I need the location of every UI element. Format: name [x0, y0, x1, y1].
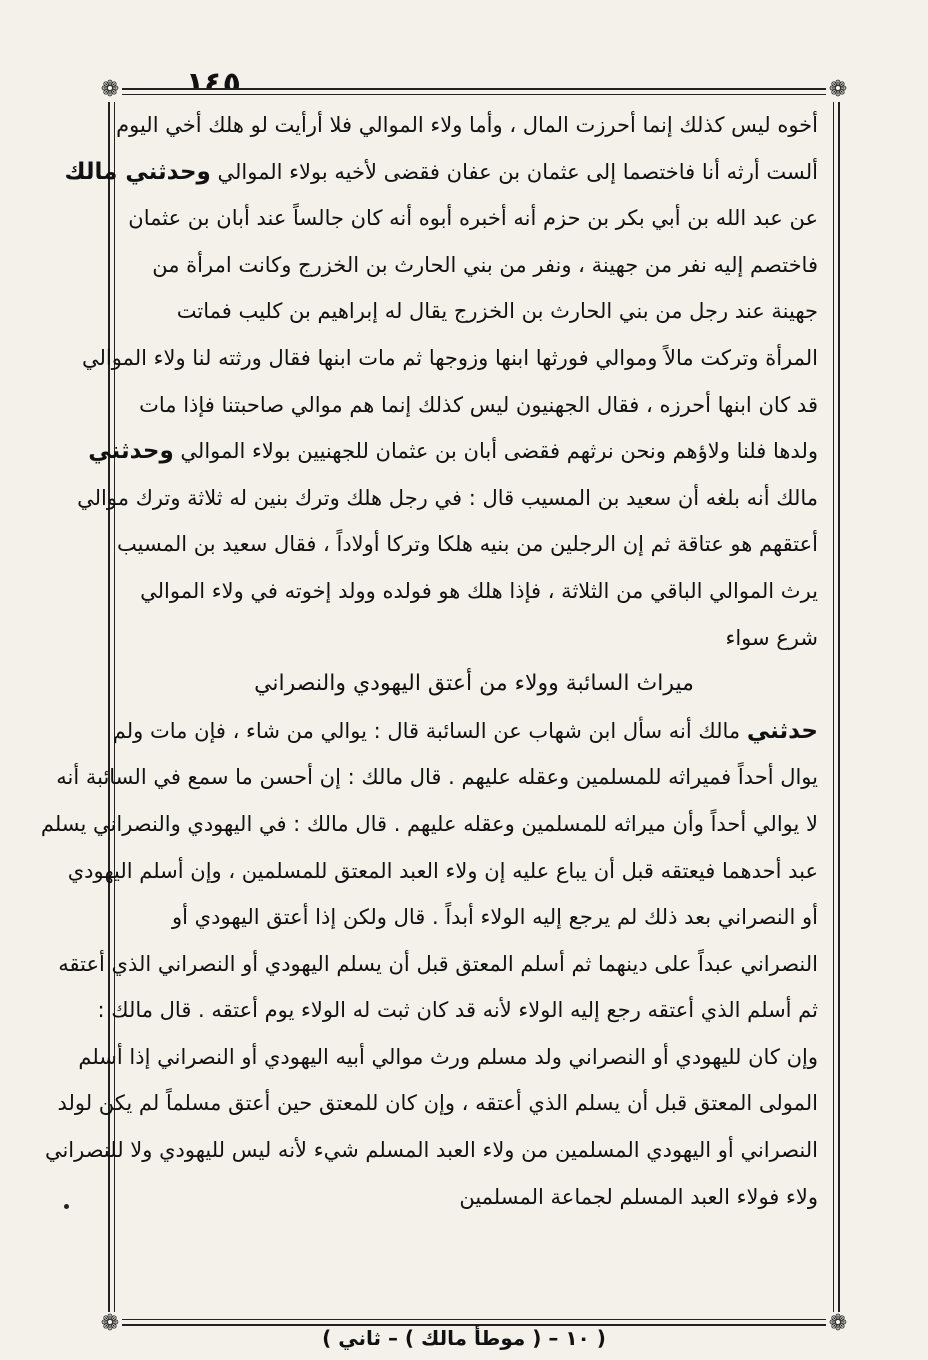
text-line — [88, 428, 818, 475]
text-line: فاختصم إليه نفر من جهينة ، ونفر من بني الحارث بن الخزرج وكانت امرأة من — [152, 252, 818, 277]
text-line: يرث الموالي الباقي من الثلاثة ، فإذا هلك هو فولده وولد إخوته في ولاء الموالي — [140, 578, 818, 603]
corner-ornament-icon: ❁ — [826, 1312, 850, 1336]
text-line — [64, 149, 818, 196]
text-segment: مالك أنه سأل ابن شهاب عن السائبة قال : يوالي من شاء ، فإن مات ولم — [112, 718, 741, 743]
lead-word: وحدثني — [88, 438, 174, 465]
text-line: لا يوالي أحداً وأن ميراثه للمسلمين وعقله عليهم . قال مالك : في اليهودي والنصراني يسلم — [40, 811, 818, 836]
text-line: المرأة وتركت مالاً وموالي فورثها ابنها وزوجها ثم مات ابنها فقال ورثته لنا ولاء الموالي — [81, 345, 818, 370]
text-line: عن عبد الله بن أبي بكر بن حزم أنه أخبره أبوه أنه كان جالساً عند أبان بن عثمان — [128, 206, 818, 231]
text-line: يوال أحداً فميراثه للمسلمين وعقله عليهم . قال مالك : إن أحسن ما سمع في السائبة أنه — [56, 765, 818, 790]
corner-ornament-icon: ❁ — [98, 78, 122, 102]
lead-word: وحدثني مالك — [64, 158, 211, 185]
text-segment: ولدها فلنا ولاؤهم ونحن نرثهم فقضى أبان بن عثمان للجهنيين بولاء الموالي — [180, 439, 818, 464]
page-number: ١٤٥ — [186, 66, 241, 101]
text-line: المولى المعتق قبل أن يسلم الذي أعتقه ، وإن كان للمعتق حين أعتق مسلماً لم يكن لولد — [57, 1091, 818, 1116]
text-line: النصراني أو اليهودي المسلمين من ولاء العبد المسلم شيء لأنه ليس لليهودي ولا للنصراني — [44, 1138, 818, 1163]
text-line: ثم أسلم الذي أعتقه رجع إليه الولاء لأنه قد كان ثبت له الولاء يوم أعتقه . قال مالك : — [97, 998, 818, 1023]
margin-dot — [64, 1204, 69, 1209]
text-line: جهينة عند رجل من بني الحارث بن الخزرج يقال له إبراهيم بن كليب فماتت — [176, 299, 818, 324]
section-heading: ميراث السائبة وولاء من أعتق اليهودي والنصراني — [254, 671, 694, 697]
lead-word: حدثني — [746, 717, 818, 744]
text-line: أخوه ليس كذلك إنما أحرزت المال ، وأما ولاء الموالي فلا أرأيت لو هلك أخي اليوم — [116, 113, 818, 137]
page-footer: ( ١٠ – ( موطأ مالك ) – ثاني ) — [322, 1326, 606, 1350]
text-line: شرع سواء — [725, 625, 818, 650]
text-line: ولاء فولاء العبد المسلم لجماعة المسلمين — [459, 1184, 818, 1209]
corner-ornament-icon: ❁ — [826, 78, 850, 102]
text-segment: ألست أرثه أنا فاختصما إلى عثمان بن عفان فقضى لأخيه بولاء الموالي — [217, 159, 818, 184]
text-line: عبد أحدهما فيعتقه قبل أن يباع عليه إن ولاء العبد المعتق للمسلمين ، وإن أسلم اليهودي — [67, 858, 818, 883]
text-line: وإن كان لليهودي أو النصراني ولد مسلم ورث موالي أبيه اليهودي أو النصراني إذا أسلم — [78, 1044, 818, 1069]
text-line: قد كان ابنها أحرزه ، فقال الجهنيون ليس كذلك إنما هم موالي صاحبتنا فإذا مات — [139, 392, 818, 417]
corner-ornament-icon: ❁ — [98, 1312, 122, 1336]
body-text — [40, 102, 818, 1220]
text-line: مالك أنه بلغه أن سعيد بن المسيب قال : في رجل هلك وترك بنين له ثلاثة وترك موالي — [77, 485, 818, 510]
text-line: النصراني عبداً على دينهما ثم أسلم المعتق قبل أن يسلم اليهودي أو النصراني الذي أعتقه — [58, 951, 818, 976]
text-line: أعتقهم هو عتاقة ثم إن الرجلين من بنيه هلكا وتركا أولاداً ، فقال سعيد بن المسيب — [117, 532, 818, 557]
text-line: أو النصراني بعد ذلك لم يرجع إليه الولاء أبداً . قال ولكن إذا أعتق اليهودي أو — [172, 905, 818, 930]
text-line — [112, 708, 818, 755]
